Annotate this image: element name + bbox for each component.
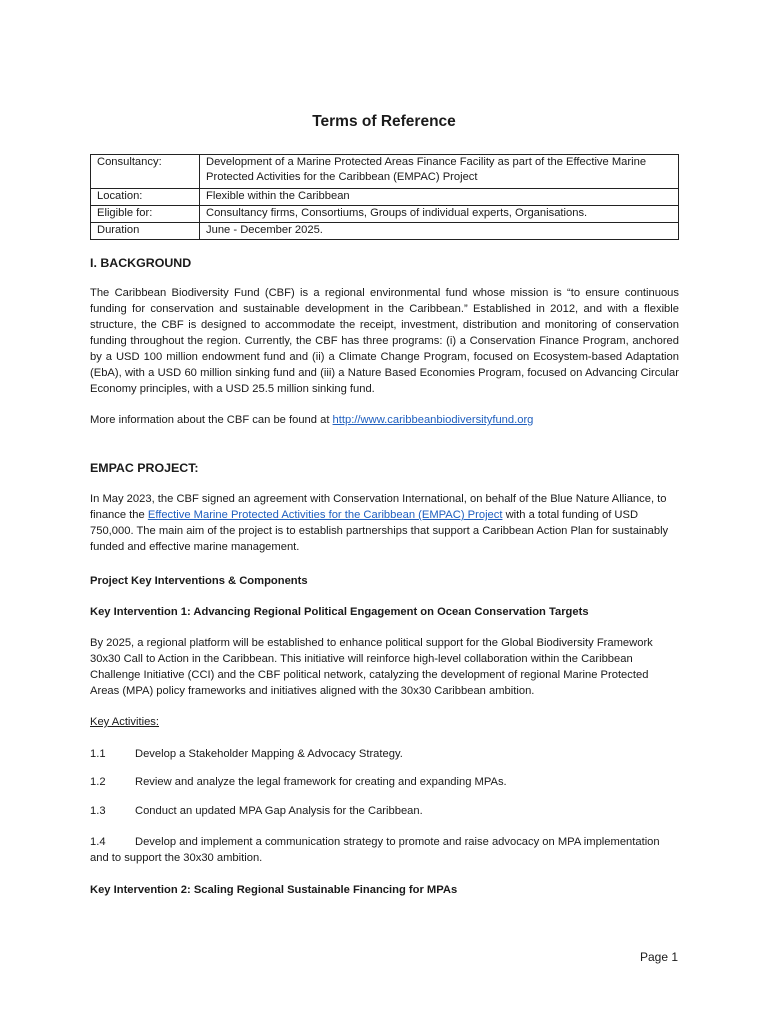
activity-item (90, 774, 679, 790)
table-row (91, 189, 679, 206)
activity-text: Conduct an updated MPA Gap Analysis for the Caribbean. (135, 805, 423, 817)
activity-text: Review and analyze the legal framework for creating and expanding MPAs. (135, 776, 507, 788)
table-value: Development of a Marine Protected Areas Finance Facility as part of the Effective Marine Protected Activities for the Caribbean (EMPAC) Project (200, 155, 679, 189)
table-value: Flexible within the Caribbean (200, 189, 679, 206)
activity-item (90, 803, 679, 819)
empac-text: with a total funding of USD 750,000. The main aim of the project is to establish partnerships that support a Caribbean Action Plan for sustainably funded and effective marine management. (90, 509, 669, 553)
empac-paragraph (90, 491, 679, 555)
document-title: Terms of Reference (312, 113, 456, 130)
table-row (91, 206, 679, 223)
ki1-paragraph: By 2025, a regional platform will be established to enhance political support for the Global Biodiversity Framework 30x30 Call to Action in the Caribbean. This initiative will reinforce high-level collaboration within the Caribbean Challenge Initiative (CCI) and the CBF political network, catalyzing the development of regional Marine Protected Areas (MPA) policy frameworks and initiatives aligned with the 30x30 Caribbean ambition. (90, 637, 653, 697)
ki2-heading: Key Intervention 2: Scaling Regional Sustainable Financing for MPAs (90, 884, 458, 896)
info-table (90, 154, 679, 240)
more-info-text: More information about the CBF can be found at (90, 414, 333, 426)
background-paragraph: The Caribbean Biodiversity Fund (CBF) is a regional environmental fund whose mission is “to ensure continuous funding for conservation and sustainable development in the Caribbean.” Established in 2012, and with a flexible structure, the CBF is designed to accommodate the receipt, investment, distribution and monitoring of conservation funding throughout the region. Currently, the CBF has three programs: (i) a Conservation Finance Program, anchored by a USD 100 million endowment fund and (ii) a Climate Change Program, focused on Ecosystem-based Adaptation (EbA), with a USD 60 million sinking fund and (iii) a Nature Based Economies Program, focused on Advancing Circular Economy principles, with a USD 25.5 million sinking fund. (90, 287, 679, 395)
activity-number: 1.4 (90, 836, 106, 848)
table-key: Eligible for: (91, 206, 200, 223)
table-value: Consultancy firms, Consortiums, Groups of individual experts, Organisations. (200, 206, 679, 223)
key-activities-label: Key Activities: (90, 716, 160, 728)
page-number: Page 1 (640, 950, 679, 964)
activity-text: Develop a Stakeholder Mapping & Advocacy Strategy. (135, 748, 403, 760)
activity-number: 1.2 (90, 776, 106, 788)
activity-number: 1.1 (90, 748, 106, 760)
table-key: Consultancy: (91, 155, 200, 189)
ki1-heading: Key Intervention 1: Advancing Regional Political Engagement on Ocean Conservation Targets (90, 606, 589, 618)
activity-item (90, 746, 679, 762)
empac-heading: EMPAC PROJECT: (90, 461, 199, 475)
empac-text: In May 2023, the CBF signed an agreement with Conservation International, on behalf of the Blue Nature Alliance, to finance the (90, 493, 667, 521)
components-heading: Project Key Interventions & Components (90, 575, 308, 587)
empac-project-link[interactable]: Effective Marine Protected Activities for the Caribbean (EMPAC) Project (147, 509, 503, 521)
table-key: Location: (91, 189, 200, 206)
table-row (91, 223, 679, 240)
table-row (91, 155, 679, 189)
table-value: June - December 2025. (200, 223, 679, 240)
activity-text: Develop and implement a communication strategy to promote and raise advocacy on MPA implementation and to support the 30x30 ambition. (90, 836, 660, 864)
more-info-line (90, 412, 679, 428)
background-heading: I. BACKGROUND (90, 256, 192, 270)
table-key: Duration (91, 223, 200, 240)
activity-number: 1.3 (90, 805, 106, 817)
activity-item (90, 834, 679, 866)
cbf-website-link[interactable]: http://www.caribbeanbiodiversityfund.org (332, 414, 534, 426)
